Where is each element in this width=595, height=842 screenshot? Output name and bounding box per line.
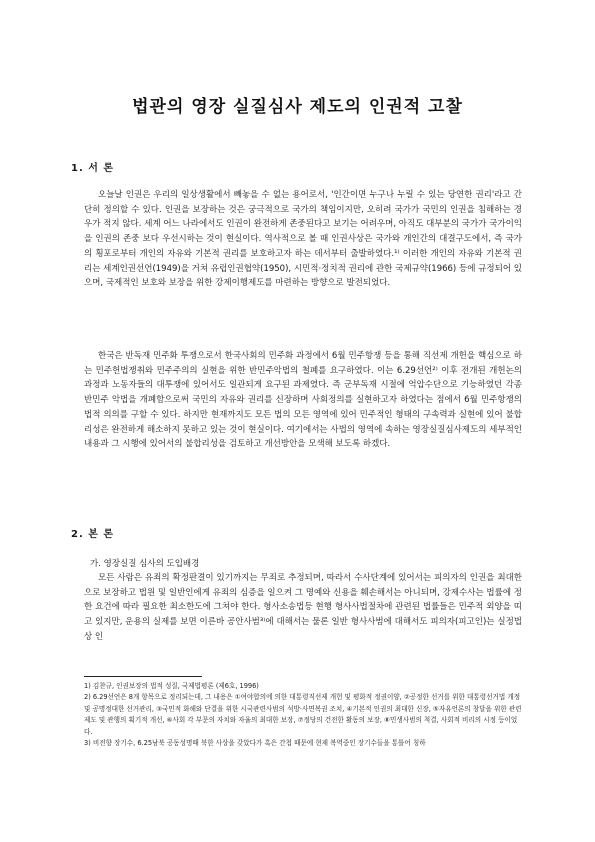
subsection-heading: 가. 영장실질 심사의 도입배경 [90, 559, 200, 569]
section-heading-body: 2. 본 론 [71, 529, 115, 540]
footnotes [84, 681, 524, 749]
body-paragraph-1: 모든 사람은 유죄의 확정판결이 있기까지는 무죄로 추정되며, 따라서 수사단계에 있어서는 피의자의 인권을 최대한으로 보장하고 법원 및 일반인에게 유죄의 심증을 일으켜 그 명예와 신용을 훼손해서는 아니되며, 강제수사는 법률에 정한 요건에 따라 필요한 최소한도에 그쳐야 한다. 형사소송법등 현행 형사사법절차에 관련된 법률들은 민주적 외양을 띠고 있지만, 운용의 실제를 보면 이른바 공안사범³⁾에 대해서는 물론 일반 형사사범에 대해서도 피의자(피고인)는 실정법상 인 [84, 573, 522, 642]
footnote-3: 3) 비전향 장기수, 6.25남북 공동성명때 북한 사상을 갖았다가 혹은 간첩 때문에 현재 복역중인 장기수들을 통틀어 칭하 [84, 739, 426, 748]
section-heading-introduction: 1. 서 론 [71, 163, 115, 174]
intro-paragraph-2: 한국은 반독재 민주화 투쟁으로서 한국사회의 민주화 과정에서 6월 민주항쟁 등을 통해 직선제 개헌을 핵심으로 하는 민주헌법쟁취와 민주주의의 실현을 위한 반민주악법의 철폐를 요구하였다. 이는 6.29선언²⁾ 이후 전개된 개헌논의 과정과 노동자들의 대투쟁에 있어서도 일관되게 요구된 과제였다. 즉 군부독재 시절에 억압수단으로 기능하였던 각종 반민주 악법을 개폐함으로써 국민의 자유와 권리를 신장하며 사회정의를 실현하고자 하였다는 점에서 6월 민주항쟁의 법적 의의를 구할 수 있다. 하지만 현재까지도 모든 법의 모든 영역에 있어 민주적인 형태의 구속력과 실현에 있어 불합리성은 완전하게 해소하지 못하고 있는 것이 현실이다. 여기에서는 사법의 영역에 속하는 영장실질심사제도의 세부적인 내용과 그 시행에 있어서의 불합리성을 검토하고 개선방안을 모색해 보도록 하겠다. [84, 351, 522, 450]
footnote-1: 1) 김찬규, 인권보장의 법적 성질, 국제법평론 (제6호, 1996) [84, 682, 259, 690]
intro-paragraph-1: 오늘날 인권은 우리의 일상생활에서 빼놓을 수 없는 용어로서, '인간이면 누구나 누릴 수 있는 당연한 권리'라고 간단히 정의할 수 있다. 인권을 보장하는 것은 궁극적으로 국가의 책임이지만, 오히려 국가가 국민의 인권을 침해하는 경우가 적지 않다. 세계 어느 나라에서도 인권이 완전하게 존중된다고 보기는 어려우며, 아직도 대부분의 국가가 국가이익을 인권의 존중 보다 우선시하는 것이 현실이다. 역사적으로 볼 때 인권사상은 국가와 개인간의 대결구도에서, 즉 국가의 횡포로부터 개인의 자유와 기본적 권리를 보호하고자 하는 데서부터 출발하였다.¹⁾ 이러한 개인의 자유와 기본적 권리는 세계인권선언(1949)을 거쳐 유럽인권협약(1950), 시민적·정치적 권리에 관한 국제규약(1966) 등에 규정되어 있으며, 국제적인 보호와 보장을 위한 강제이행제도를 마련하는 방향으로 발전되었다. [84, 190, 522, 289]
document-title: 법관의 영장 실질심사 제도의 인권적 고찰 [132, 97, 463, 117]
footnote-divider [84, 676, 202, 677]
footnote-2: 2) 6.29선언은 8개 항목으로 정리되는데, 그 내용은 ①여야합의에 의한 대통령직선제 개헌 및 평화적 정권이양, ②공정한 선거를 위한 대통령선거법 개정 및 공명정대한 선거관리, ③국민적 화해와 단결을 위한 시국관련사범의 석방·사면복권 조치, ④기본적 인권의 최대한 신장, ⑤자유언론의 창달을 위한 관련제도 및 관행의 획기적 개선, ⑥사회 각 부문의 자치와 자율의 최대한 보장, ⑦정당의 건전한 활동의 보장, ⑧민생사범의 척결, 사회적 비리의 시정 등이었다. [84, 693, 522, 736]
